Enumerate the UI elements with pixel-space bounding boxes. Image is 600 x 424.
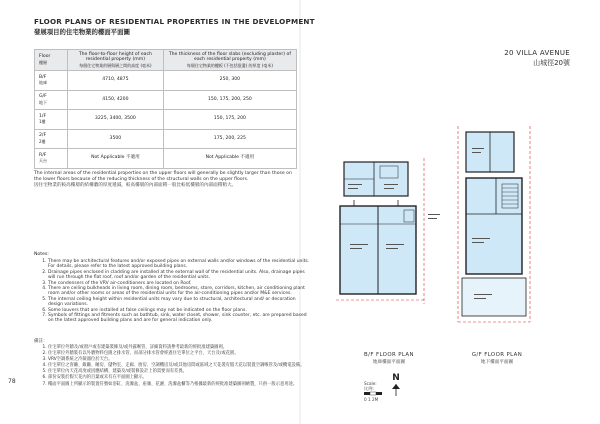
height-cell: 3225, 3400, 3500 — [68, 110, 164, 130]
note-item-zh: 3. VRV空調系統之冷凝器位於天台。 — [48, 357, 310, 363]
table-row — [35, 149, 297, 169]
gf-plan-label-zh: 地下樓面平面圖 — [480, 360, 514, 365]
note-item: 7. Symbols of fittings and fitments such as bathtub, sink, water closet, shower, sink counter, etc. are prepared based on the latest approved building plans and are for general indication only. — [48, 313, 310, 324]
note-item-zh: 6. 部份安裝於假天花內的百葉或未有在平面圖上顯示。 — [48, 375, 310, 381]
slab-cell: Not Applicable 不適用 — [163, 149, 296, 169]
height-cell: 4150, 4200 — [68, 90, 164, 110]
header-slab: The thickness of the floor slabs (excluding plaster) of each residential property (mm) 每個住宅物業的樓板 (不包括批盪) 的厚度 (毫米) — [163, 50, 296, 71]
note-item-zh: 2. 住宅單位外牆裝有以外牆物料包圍之排水管，而部分排水管會經過住宅單位之平台、天台及/或花園。 — [48, 351, 310, 357]
intro-paragraph — [34, 171, 296, 188]
note-item: 4. There are ceiling bulkheads in living room, dining room, bedrooms, store, corridors, kitchen, air conditioning plant room and/or other rooms or areas of the residential units for the air-conditioning pipes and/or M&E services. — [48, 286, 310, 297]
height-cell: Not Applicable 不適用 — [68, 149, 164, 169]
gf-garden — [462, 278, 526, 316]
scale-bar — [364, 381, 384, 402]
floor-cell: B/F 地庫 — [35, 71, 68, 91]
note-item: 6. Some louvers that are installed at false ceilings may not be indicated on the floor plans. — [48, 308, 310, 313]
floor-cell: R/F 天台 — [35, 149, 68, 169]
slab-cell: 175, 200, 225 — [163, 129, 296, 149]
table-row — [35, 90, 297, 110]
floor-cell: G/F 地下 — [35, 90, 68, 110]
header-height: The floor-to-floor height of each residential property (mm) 每個住宅物業的層與層之間的高度 (毫米) — [68, 50, 164, 71]
scale-label-zh: 比例: — [364, 386, 374, 391]
scale-unit: 0 1 2M — [364, 397, 379, 402]
intro-text-en: The internal areas of the residential properties on the upper floors will generally be slightly larger than those on the lower floors because of the reducing thickness of the structural walls on the upper floors. — [34, 171, 292, 182]
page-number: 78 — [8, 378, 16, 385]
gf-plan-label: G/F FLOOR PLAN — [471, 352, 523, 358]
intro-text-zh: 因住宅物業的較高樓層的結構牆的厚度遞減，較高樓層的內部面積一般比較低樓層的內部面積稍大。 — [34, 182, 237, 188]
height-cell: 3500 — [68, 129, 164, 149]
note-item: 3. The condensers of the VRV air-conditioners are located on Roof. — [48, 281, 310, 286]
table-header-row — [35, 50, 297, 71]
page-title: FLOOR PLANS OF RESIDENTIAL PROPERTIES IN THE DEVELOPMENT — [34, 17, 315, 26]
slab-cell: 250, 300 — [163, 71, 296, 91]
table-row — [35, 129, 297, 149]
floor-cell: 2/F 2樓 — [35, 129, 68, 149]
note-item-zh: 7. 樓面平面圖上所顯示的裝置符號如浴缸、洗滌盆、座廁、花灑、洗滌盆櫃等乃根據最新的經批准建築圖則繪製，只供一般示意用途。 — [48, 382, 310, 388]
header-floor: Floor 樓層 — [35, 50, 68, 71]
note-item: 1. There may be architectural features and/or exposed pipes on external walls and/or windows of the residential units. For details, please refer to the latest approved building plans. — [48, 259, 310, 270]
height-cell: 4710, 4875 — [68, 71, 164, 91]
bf-floor-plan-drawing — [334, 154, 444, 350]
note-item-zh: 4. 住宅單位之客廳、飯廳、睡房、儲物室、走廊、廚房、空調機房及/或其他房間或區域之天花裝有假天花以裝置空調喉管及/或機電設備。 — [48, 363, 310, 369]
note-item-zh: 5. 住宅單位內天花高度或因應結構、建築及/或裝修設計上的需要而有差異。 — [48, 369, 310, 375]
north-letter: N — [392, 373, 400, 383]
scale-bar-icon — [364, 391, 384, 396]
table-row — [35, 110, 297, 130]
gf-floor-plan-drawing — [452, 118, 542, 350]
address-zh: 山城徑20號 — [533, 59, 570, 67]
notes-list-en — [34, 259, 310, 324]
notes-heading-zh: 備註： — [34, 339, 48, 344]
notes-list-zh — [34, 345, 310, 388]
bf-plan-label: B/F FLOOR PLAN — [364, 352, 414, 358]
scale-label: Scale: — [364, 381, 377, 386]
address-en: 20 VILLA AVENUE — [504, 49, 570, 57]
note-item-zh: 1. 住宅單位外牆及/或窗戶或有建築裝飾及/或外露喉管，詳細資料請參考最新的經批准建築圖則。 — [48, 345, 310, 351]
note-item: 5. The internal ceiling height within residential units may vary due to structural, architectural and/ or decoration design variations. — [48, 297, 310, 308]
slab-cell: 150, 175, 200, 250 — [163, 90, 296, 110]
gf-main-rooms — [466, 178, 522, 274]
notes-heading: Notes: — [34, 252, 49, 257]
floor-cell: 1/F 1樓 — [35, 110, 68, 130]
note-item: 2. Drainage pipes enclosed in cladding are installed at the external wall of the residential units. Also, drainage pipes will run through the flat roof, roof and/or garden of the residential units. — [48, 270, 310, 281]
page-title-zh: 發展項目的住宅物業的樓面平面圖 — [34, 28, 130, 36]
slab-cell: 150, 175, 200 — [163, 110, 296, 130]
bf-plan-label-zh: 地庫樓面平面圖 — [372, 360, 406, 365]
north-arrow — [389, 373, 403, 401]
table-row — [35, 71, 297, 91]
floor-height-table — [34, 49, 297, 169]
